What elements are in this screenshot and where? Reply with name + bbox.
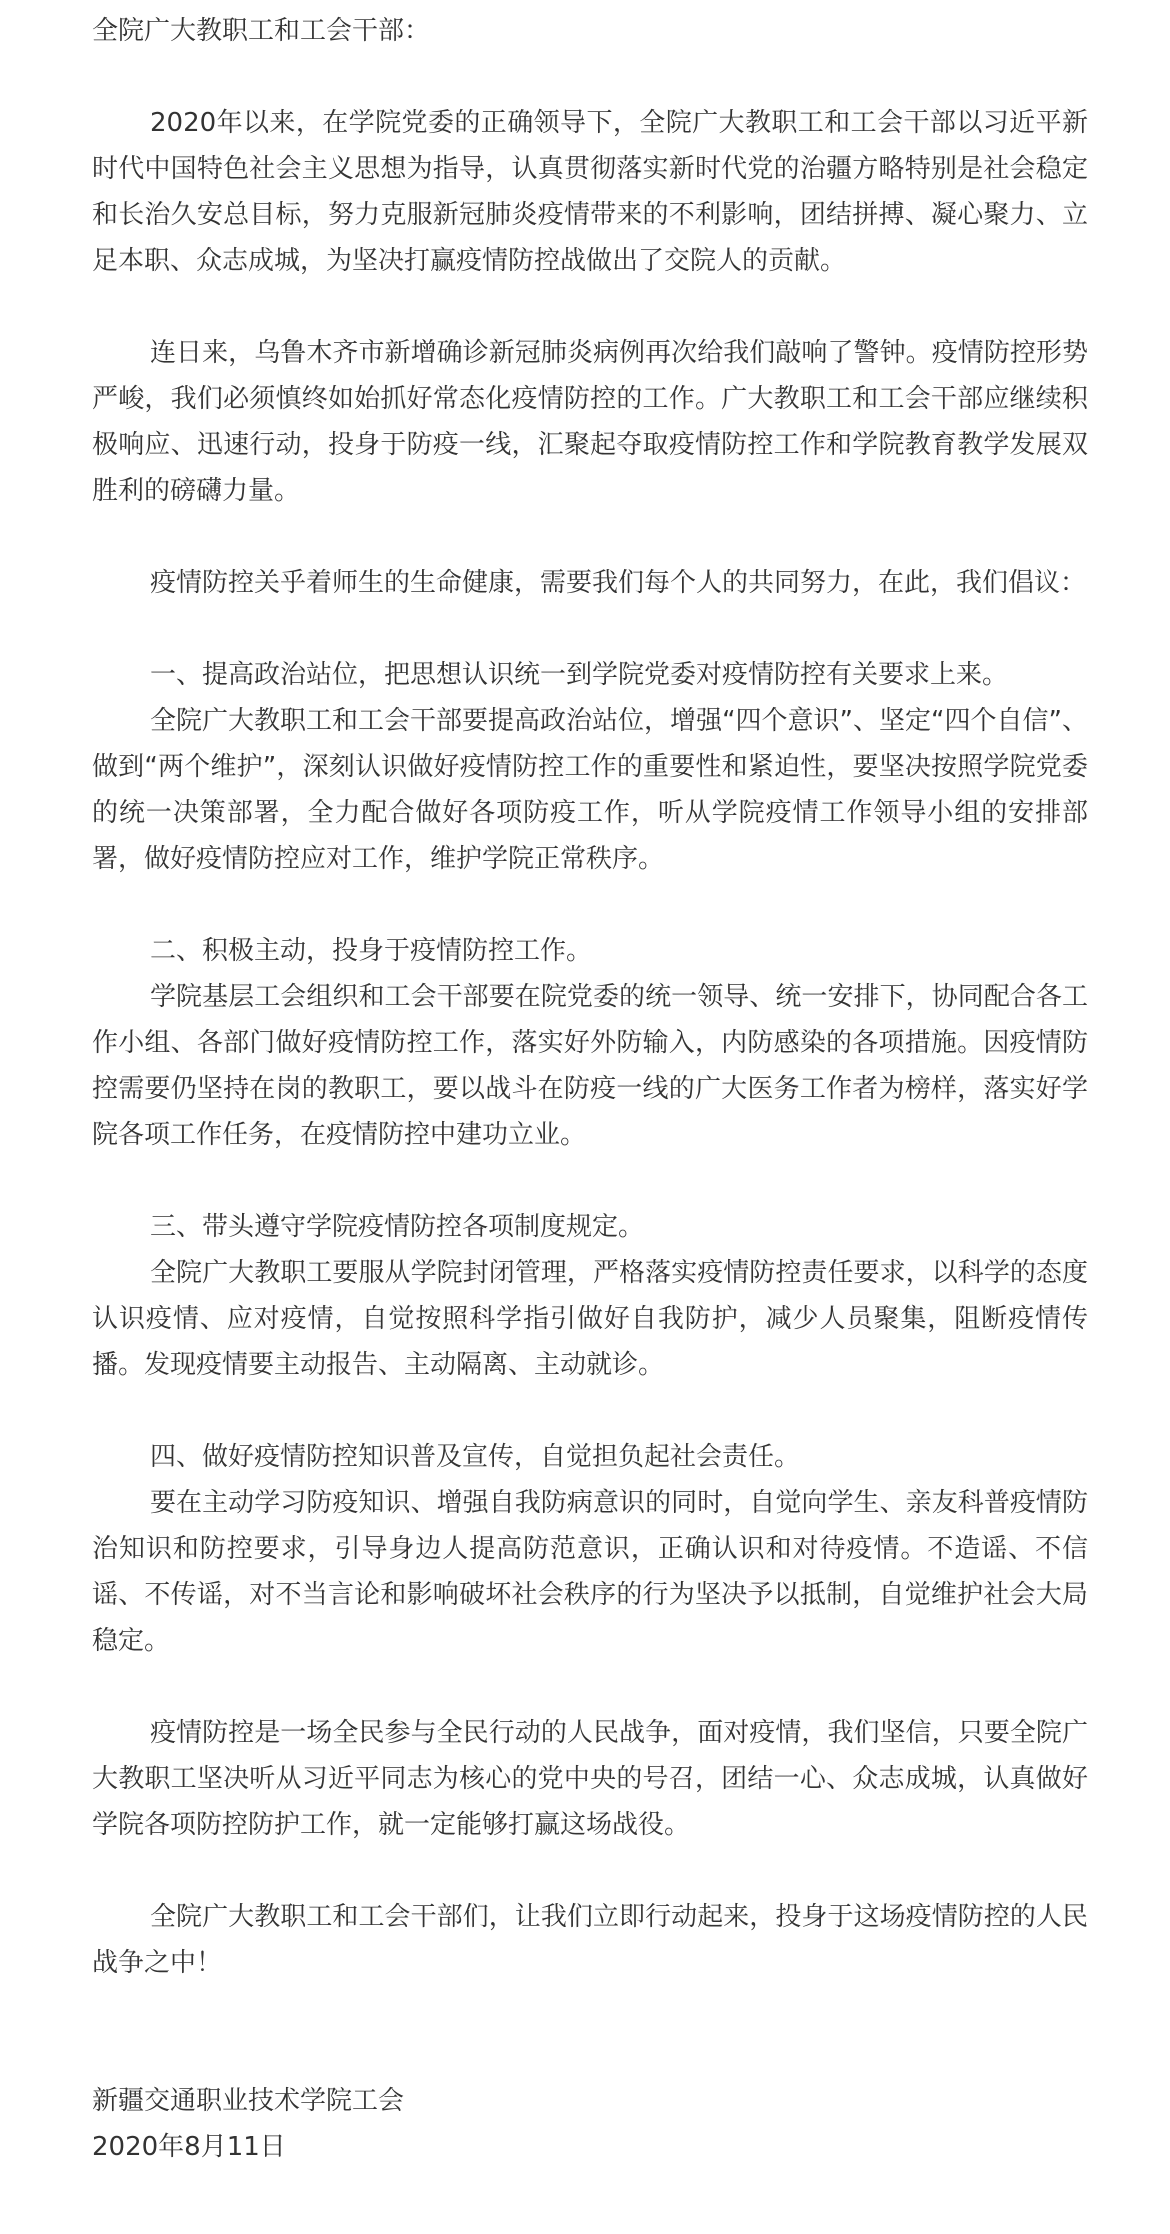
section-body-3: 全院广大教职工要服从学院封闭管理，严格落实疫情防控责任要求，以科学的态度认识疫情、应对疫情，自觉按照科学指引做好自我防护，减少人员聚集，阻断疫情传播。发现疫情要主动报告、主动隔离、主动就诊。: [92, 1258, 1088, 1380]
section-heading-2: 二、积极主动，投身于疫情防控工作。: [150, 936, 593, 966]
paragraph-closing-1: 疫情防控是一场全民参与全民行动的人民战争，面对疫情，我们坚信，只要全院广大教职工坚决听从习近平同志为核心的党中央的号召，团结一心、众志成城，认真做好学院各项防控防护工作，就一定能够打赢这场战役。: [92, 1718, 1088, 1840]
section-heading-3: 三、带头遵守学院疫情防控各项制度规定。: [150, 1212, 645, 1242]
paragraph-proposal-intro: 疫情防控关乎着师生的生命健康，需要我们每个人的共同努力，在此，我们倡议：: [150, 568, 1087, 598]
section-body-2: 学院基层工会组织和工会干部要在院党委的统一领导、统一安排下，协同配合各工作小组、各部门做好疫情防控工作，落实好外防输入，内防感染的各项措施。因疫情防控需要仍坚持在岗的教职工，要以战斗在防疫一线的广大医务工作者为榜样，落实好学院各项工作任务，在疫情防控中建功立业。: [92, 982, 1088, 1150]
letter-document: [92, 8, 1088, 2170]
spacer: [92, 284, 1088, 330]
spacer: [92, 2032, 1088, 2078]
spacer: [92, 882, 1088, 928]
paragraph-intro: 2020年以来，在学院党委的正确领导下，全院广大教职工和工会干部以习近平新时代中国特色社会主义思想为指导，认真贯彻落实新时代党的治疆方略特别是社会稳定和长治久安总目标，努力克服新冠肺炎疫情带来的不利影响，团结拼搏、凝心聚力、立足本职、众志成城，为坚决打赢疫情防控战做出了交院人的贡献。: [92, 108, 1088, 276]
signature-org: 新疆交通职业技术学院工会: [92, 2086, 405, 2116]
spacer: [92, 54, 1088, 100]
section-heading-1: 一、提高政治站位，把思想认识统一到学院党委对疫情防控有关要求上来。: [150, 660, 1009, 690]
section-body-4: 要在主动学习防疫知识、增强自我防病意识的同时，自觉向学生、亲友科普疫情防治知识和防控要求，引导身边人提高防范意识，正确认识和对待疫情。不造谣、不信谣、不传谣，对不当言论和影响破坏社会秩序的行为坚决予以抵制，自觉维护社会大局稳定。: [92, 1488, 1088, 1656]
signature-date: 2020年8月11日: [92, 2132, 286, 2162]
spacer: [92, 1848, 1088, 1894]
paragraph-situation: 连日来，乌鲁木齐市新增确诊新冠肺炎病例再次给我们敲响了警钟。疫情防控形势严峻，我们必须慎终如始抓好常态化疫情防控的工作。广大教职工和工会干部应继续积极响应、迅速行动，投身于防疫一线，汇聚起夺取疫情防控工作和学院教育教学发展双胜利的磅礴力量。: [92, 338, 1088, 506]
spacer: [92, 1158, 1088, 1204]
spacer: [92, 1986, 1088, 2032]
salutation: 全院广大教职工和工会干部：: [92, 16, 431, 46]
section-heading-4: 四、做好疫情防控知识普及宣传，自觉担负起社会责任。: [150, 1442, 801, 1472]
paragraph-closing-2: 全院广大教职工和工会干部们，让我们立即行动起来，投身于这场疫情防控的人民战争之中！: [92, 1902, 1088, 1978]
section-body-1: 全院广大教职工和工会干部要提高政治站位，增强“四个意识”、坚定“四个自信”、做到“两个维护”，深刻认识做好疫情防控工作的重要性和紧迫性，要坚决按照学院党委的统一决策部署，全力配合做好各项防疫工作，听从学院疫情工作领导小组的安排部署，做好疫情防控应对工作，维护学院正常秩序。: [92, 706, 1088, 874]
spacer: [92, 1388, 1088, 1434]
spacer: [92, 1664, 1088, 1710]
spacer: [92, 606, 1088, 652]
spacer: [92, 514, 1088, 560]
